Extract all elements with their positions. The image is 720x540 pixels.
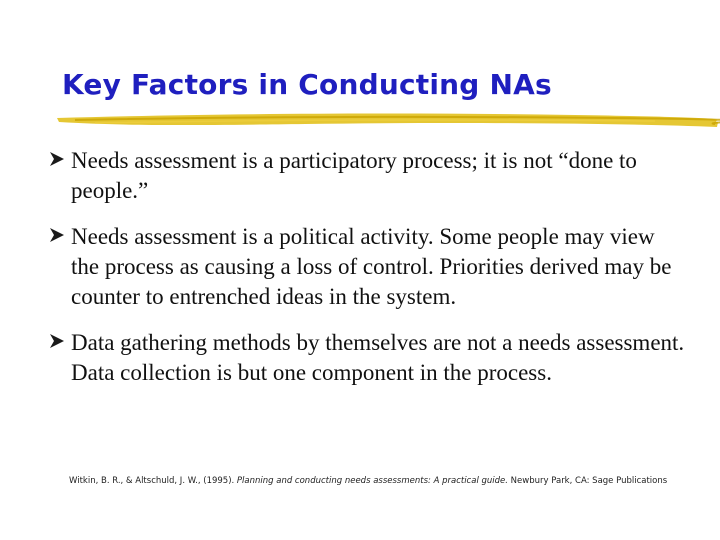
citation-publisher: Newbury Park, CA: Sage Publications	[507, 476, 668, 486]
title-underline-brushstroke	[55, 108, 720, 132]
citation-authors: Witkin, B. R., & Altschuld, J. W., (1995).	[69, 476, 237, 486]
citation-book-title: Planning and conducting needs assessments: A practical guide.	[236, 476, 508, 486]
bullet-text: Needs assessment is a political activity. Some people may view the process as causing a loss of control. Priorities derived may be counter to entrenched ideas in the system.	[71, 224, 672, 309]
slide-title: Key Factors in Conducting NAs	[62, 68, 552, 101]
bullet-item	[48, 328, 688, 388]
bullet-item	[48, 146, 688, 206]
arrow-bullet-icon	[48, 226, 66, 244]
citation	[69, 476, 689, 488]
arrow-bullet-icon	[48, 150, 66, 168]
bullet-item	[48, 222, 688, 312]
bullet-text: Data gathering methods by themselves are not a needs assessment. Data collection is but one component in the process.	[71, 330, 685, 385]
arrow-bullet-icon	[48, 332, 66, 350]
bullet-text: Needs assessment is a participatory process; it is not “done to people.”	[71, 148, 637, 203]
bullet-list	[48, 146, 688, 404]
